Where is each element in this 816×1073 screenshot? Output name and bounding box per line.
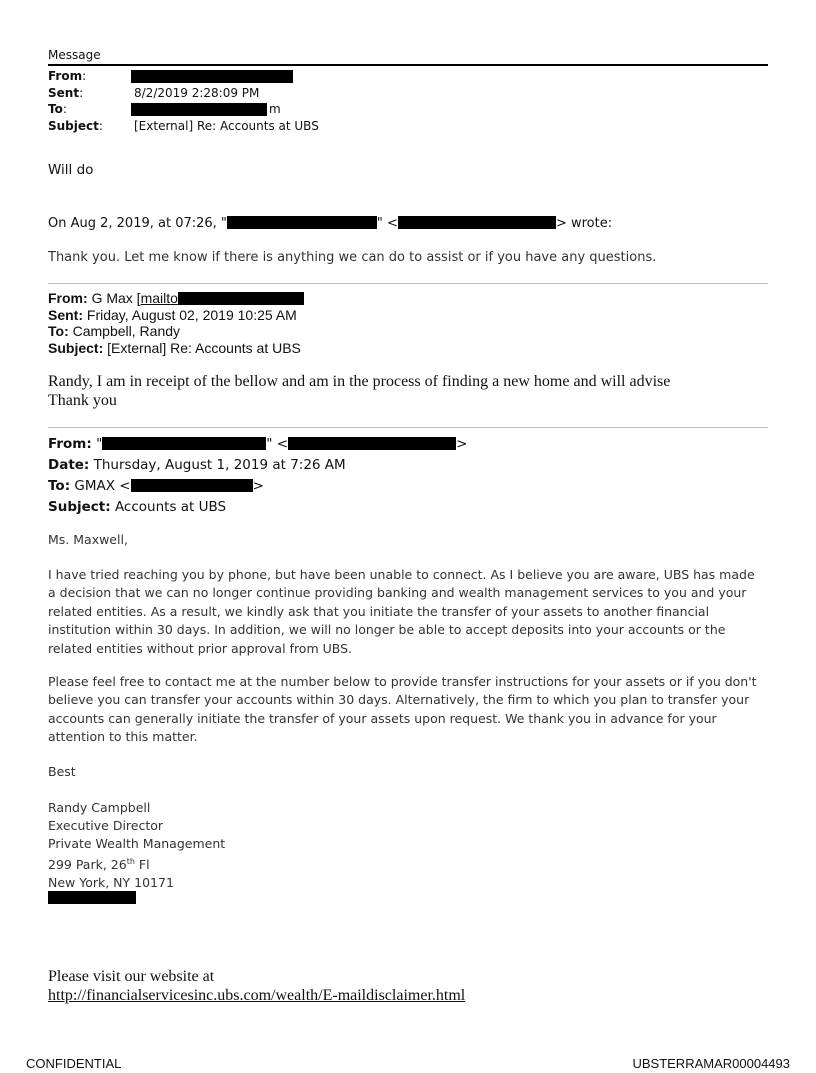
- redaction: [102, 437, 266, 450]
- quote-line: [48, 216, 612, 231]
- salutation: Ms. Maxwell,: [48, 532, 128, 547]
- fwd1-body-line1: Randy, I am in receipt of the bellow and am in the process of finding a new home and will advise: [48, 373, 671, 390]
- subject-label: Subject:: [48, 119, 103, 133]
- footer-bates-number: UBSTERRAMAR00004493: [632, 1056, 790, 1071]
- sent-value: 8/2/2019 2:28:09 PM: [134, 86, 260, 100]
- fwd2-subject-row: Subject: Accounts at UBS: [48, 499, 227, 515]
- website-block: [48, 967, 465, 1005]
- fwd1-sent-row: Sent: Friday, August 02, 2019 10:25 AM: [48, 306, 297, 323]
- redaction: [131, 70, 293, 83]
- fwd1-body-line2: Thank you: [48, 391, 117, 409]
- redaction: [178, 292, 304, 305]
- fwd2-header: [48, 434, 467, 518]
- fwd2-to-row: To: GMAX < >: [48, 478, 264, 494]
- sig-address: 299 Park, 26th Fl: [48, 857, 150, 873]
- divider: [48, 427, 768, 428]
- footer-confidential: CONFIDENTIAL: [26, 1056, 122, 1071]
- reply-body: Will do: [48, 162, 94, 178]
- divider: [48, 283, 768, 284]
- redaction: [398, 216, 556, 229]
- fwd1-from-row: From: G Max [mailto: [48, 290, 304, 307]
- fwd2-from-row: From: " " < >: [48, 436, 468, 452]
- closing: Best: [48, 764, 76, 779]
- to-label: To:: [48, 102, 67, 116]
- signature: [48, 799, 760, 892]
- letter-paragraph-1: I have tried reaching you by phone, but have been unable to connect. As I believe you are aware, UBS has made a decision that we can no longer continue providing banking and wealth management services to you and your related entities. As a result, we kindly ask that you initiate the transfer of your assets to another financial institution within 30 days. In addition, we will no longer be able to accept deposits into your accounts or the related entities without prior approval from UBS.: [48, 567, 755, 656]
- fwd1-to-row: To: Campbell, Randy: [48, 323, 181, 339]
- sig-title: Executive Director: [48, 818, 164, 833]
- website-link[interactable]: http://financialservicesinc.ubs.com/wealth/E-maildisclaimer.html: [48, 987, 466, 1004]
- fwd2-date-row: Date: Thursday, August 1, 2019 at 7:26 AM: [48, 457, 346, 473]
- redaction: [227, 216, 377, 229]
- to-value-tail: m: [269, 102, 281, 116]
- sig-name: Randy Campbell: [48, 800, 151, 815]
- mailto-link[interactable]: mailto: [140, 290, 178, 306]
- sig-dept: Private Wealth Management: [48, 836, 226, 851]
- message-title: Message: [48, 48, 101, 62]
- quote-suffix: > wrote:: [555, 216, 613, 231]
- fwd1-body: [48, 373, 670, 410]
- redaction: [131, 103, 267, 116]
- subject-value: [External] Re: Accounts at UBS: [134, 119, 319, 133]
- redaction: [288, 437, 456, 450]
- redaction: [48, 891, 136, 904]
- thanks-line: Thank you. Let me know if there is anything we can do to assist or if you have any questions.: [48, 250, 657, 265]
- header-rule: [48, 64, 768, 66]
- sig-city: New York, NY 10171: [48, 875, 174, 891]
- fwd1-header: [48, 290, 304, 356]
- letter-paragraph-2: Please feel free to contact me at the number below to provide transfer instructions for your assets or if you don't believe you can transfer your accounts within 30 days. Alternatively, the firm to which you plan to transfer your accounts can generally initiate the transfer of your assets upon request. We thank you in advance for your attention to this matter.: [48, 674, 757, 745]
- redaction: [131, 479, 253, 492]
- quote-prefix: On Aug 2, 2019, at 07:26, ": [48, 216, 227, 231]
- website-text: Please visit our website at: [48, 968, 215, 985]
- fwd1-subject-row: Subject: [External] Re: Accounts at UBS: [48, 339, 301, 356]
- from-label: From:: [48, 69, 87, 83]
- sent-label: Sent:: [48, 86, 84, 100]
- quote-middle: " <: [376, 216, 398, 231]
